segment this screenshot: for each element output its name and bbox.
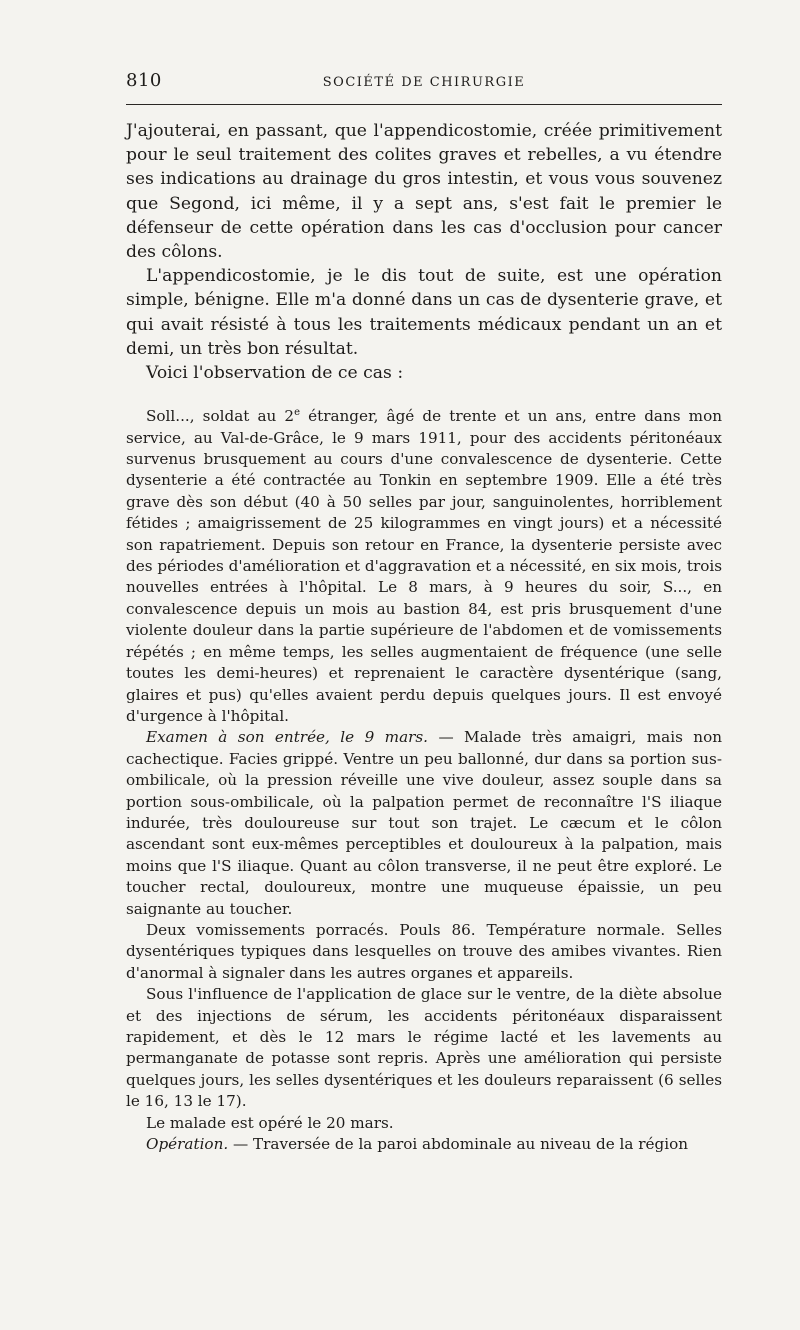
section-spacer <box>126 385 722 406</box>
operation-lead: Opération. <box>146 1135 229 1154</box>
exam-text: — Malade très amaigri, mais non cachectique. Facies grippé. Ventre un peu ballonné, dur dans sa portion sus-ombilicale, où la pression réveille une vive douleur, assez souple dans sa portion sous-ombilicale, où la palpation permet de reconnaître l'S iliaque indurée, très douloureuse sur tout son trajet. Le cæcum et le côlon ascendant sont eux-mêmes perceptibles et douloureux à la palpation, mais moins que l'S iliaque. Quant au côlon transverse, il ne peut être exploré. Le toucher rectal, douloureux, montre une muqueuse épaissie, un peu saignante au toucher. <box>126 728 722 918</box>
observation-paragraph-1 <box>126 406 722 727</box>
observation-paragraph-3: Deux vomissements porracés. Pouls 86. Température normale. Selles dysentériques typiques dans lesquelles on trouve des amibes vivantes. Rien d'anormal à signaler dans les autres organes et appareils. <box>126 920 722 982</box>
observation-text: Soll..., soldat au 2 <box>146 407 295 426</box>
intro-paragraph-2: L'appendicostomie, je le dis tout de suite, est une opération simple, bénigne. Elle m'a donné dans un cas de dysenterie grave, et qui avait résisté à tous les traitements médicaux pendant un an et demi, un très bon résultat. <box>126 266 722 359</box>
operation-paragraph <box>126 1134 722 1155</box>
page-header <box>126 70 722 96</box>
operation-text: — Traversée de la paroi abdominale au niveau de la région <box>228 1135 689 1154</box>
page-number: 810 <box>126 70 162 91</box>
document-page <box>126 70 722 1155</box>
ordinal-superscript: e <box>294 407 300 419</box>
exam-lead: Examen à son entrée, le 9 mars. <box>146 728 429 747</box>
observation-paragraph-4: Sous l'influence de l'application de glace sur le ventre, de la diète absolue et des injections de sérum, les accidents péritonéaux disparaissent rapidement, et dès le 12 mars le régime lacté et les lavements au permanganate de potasse sont repris. Après une amélioration qui persiste quelques jours, les selles dysentériques et les douleurs reparaissent (6 selles le 16, 13 le 17). <box>126 985 722 1111</box>
running-title: SOCIÉTÉ DE CHIRURGIE <box>322 75 526 90</box>
observation-text: étranger, âgé de trente et un ans, entre dans mon service, au Val-de-Grâce, le 9 mars 1911, pour des accidents péritonéaux survenus brusquement au cours d'une convalescence de dysenterie. Cette dysenterie a été contractée au Tonkin en septembre 1909. Elle a été très grave dès son début (40 à 50 selles par jour, sanguinolentes, horriblement fétides ; amaigrissement de 25 kilogrammes en vingt jours) et a nécessité son rapatriement. Depuis son retour en France, la dysenterie persiste avec des périodes d'amélioration et d'aggravation et a nécessité, en six mois, trois nouvelles entrées à l'hôpital. Le 8 mars, à 9 heures du soir, S..., en convalescence depuis un mois au bastion 84, est pris brusquement d'une violente douleur dans la partie supérieure de l'abdomen et de vomissements répétés ; en même temps, les selles augmentaient de fréquence (une selle toutes les demi-heures) et reprenaient le caractère dysentérique (sang, glaires et pus) qu'elles avaient perdu depuis quelques jours. Il est envoyé d'urgence à l'hôpital. <box>126 407 723 725</box>
header-rule <box>126 104 722 105</box>
intro-paragraph-3: Voici l'observation de ce cas : <box>146 363 404 384</box>
observation-paragraph-5: Le malade est opéré le 20 mars. <box>146 1113 394 1132</box>
exam-paragraph <box>126 727 722 920</box>
intro-paragraph-1: J'ajouterai, en passant, que l'appendicostomie, créée primitivement pour le seul traitement des colites graves et rebelles, a vu étendre ses indications au drainage du gros intestin, et vous vous souvenez que Segond, ici même, il y a sept ans, s'est fait le premier le défenseur de cette opération dans les cas d'occlusion pour cancer des côlons. <box>126 121 722 263</box>
